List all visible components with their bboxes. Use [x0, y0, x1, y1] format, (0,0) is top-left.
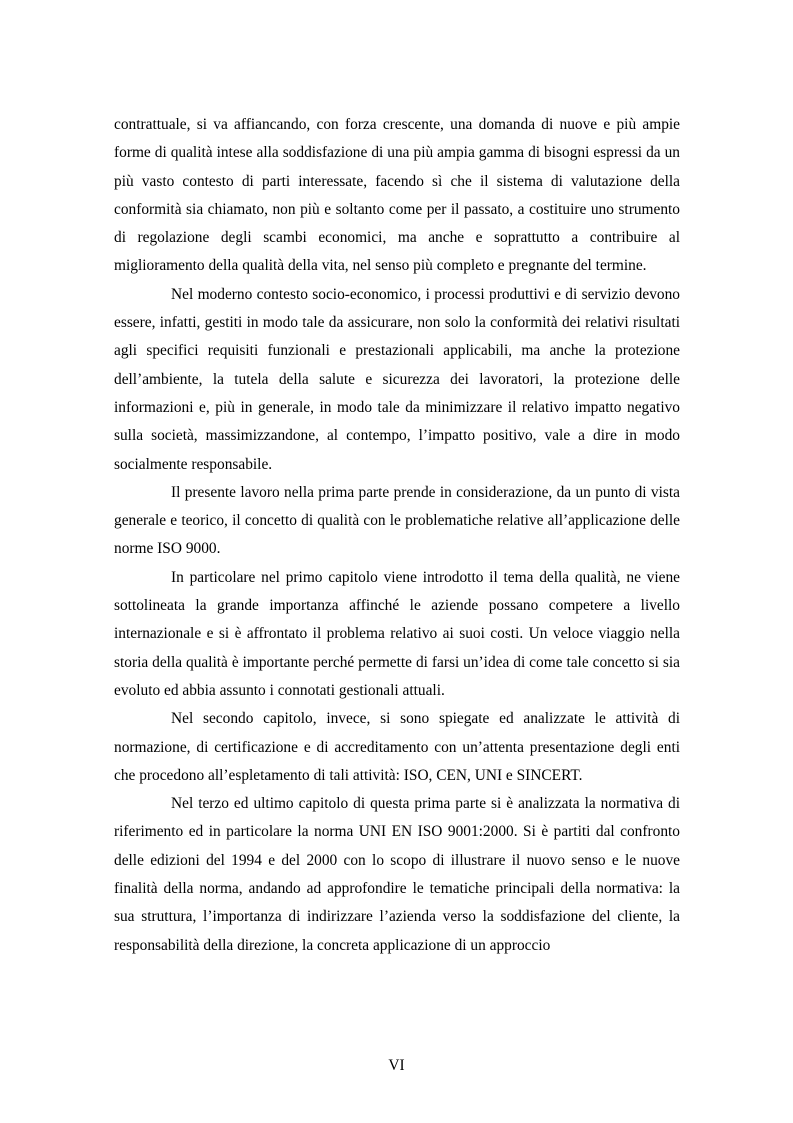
paragraph-chapter-one: In particolare nel primo capitolo viene introdotto il tema della qualità, ne viene sottolineata la grande importanza affinché le aziende possano competere a livello internazionale e si è affrontato il problema relativo ai suoi costi. Un veloce viaggio nella storia della qualità è importante perché permette di farsi un’idea di come tale concetto si sia evoluto ed abbia assunto i connotati gestionali attuali. — [114, 568, 680, 699]
paragraph-chapter-three: Nel terzo ed ultimo capitolo di questa prima parte si è analizzata la normativa di riferimento ed in particolare la norma UNI EN ISO 9001:2000. Si è partiti dal confronto delle edizioni del 1994 e del 2000 con lo scopo di illustrare il nuovo senso e le nuove finalità della norma, andando ad approfondire le tematiche principali della normativa: la sua struttura, l’importanza di indirizzare l’azienda verso la soddisfazione del cliente, la responsabilità della direzione, la concreta applicazione di un approccio — [114, 795, 680, 954]
paragraph-chapter-two: Nel secondo capitolo, invece, si sono spiegate ed analizzate le attività di normazione, di certificazione e di accreditamento con un’attenta presentazione degli enti che procedono all’espletamento di tali attività: ISO, CEN, UNI e SINCERT. — [114, 710, 680, 784]
paragraph-overview: Il presente lavoro nella prima parte prende in considerazione, da un punto di vista generale e teorico, il concetto di qualità con le problematiche relative all’applicazione delle norme ISO 9000. — [114, 483, 680, 558]
page-number: VI — [388, 1057, 405, 1074]
paragraph-context: Nel moderno contesto socio-economico, i processi produttivi e di servizio devono essere, infatti, gestiti in modo tale da assicurare, non solo la conformità dei relativi risultati agli specifici requisiti funzionali e prestazionali applicabili, ma anche la protezione dell’ambiente, la tutela della salute e sicurezza dei lavoratori, la protezione delle informazioni e, più in generale, in modo tale da minimizzare il relativo impatto negativo sulla società, massimizzandone, al contempo, l’impatto positivo, vale a dire in modo socialmente responsabile. — [114, 285, 680, 473]
paragraph-continuation: contrattuale, si va affiancando, con forza crescente, una domanda di nuove e più ampie forme di qualità intese alla soddisfazione di una più ampia gamma di bisogni espressi da un più vasto contesto di parti interessate, facendo sì che il sistema di valutazione della conformità sia chiamato, non più e soltanto come per il passato, a costituire uno strumento di regolazione degli scambi economici, ma anche e soprattutto a contribuire al miglioramento della qualità della vita, nel senso più completo e pregnante del termine. — [114, 116, 680, 275]
body-text — [114, 111, 680, 960]
